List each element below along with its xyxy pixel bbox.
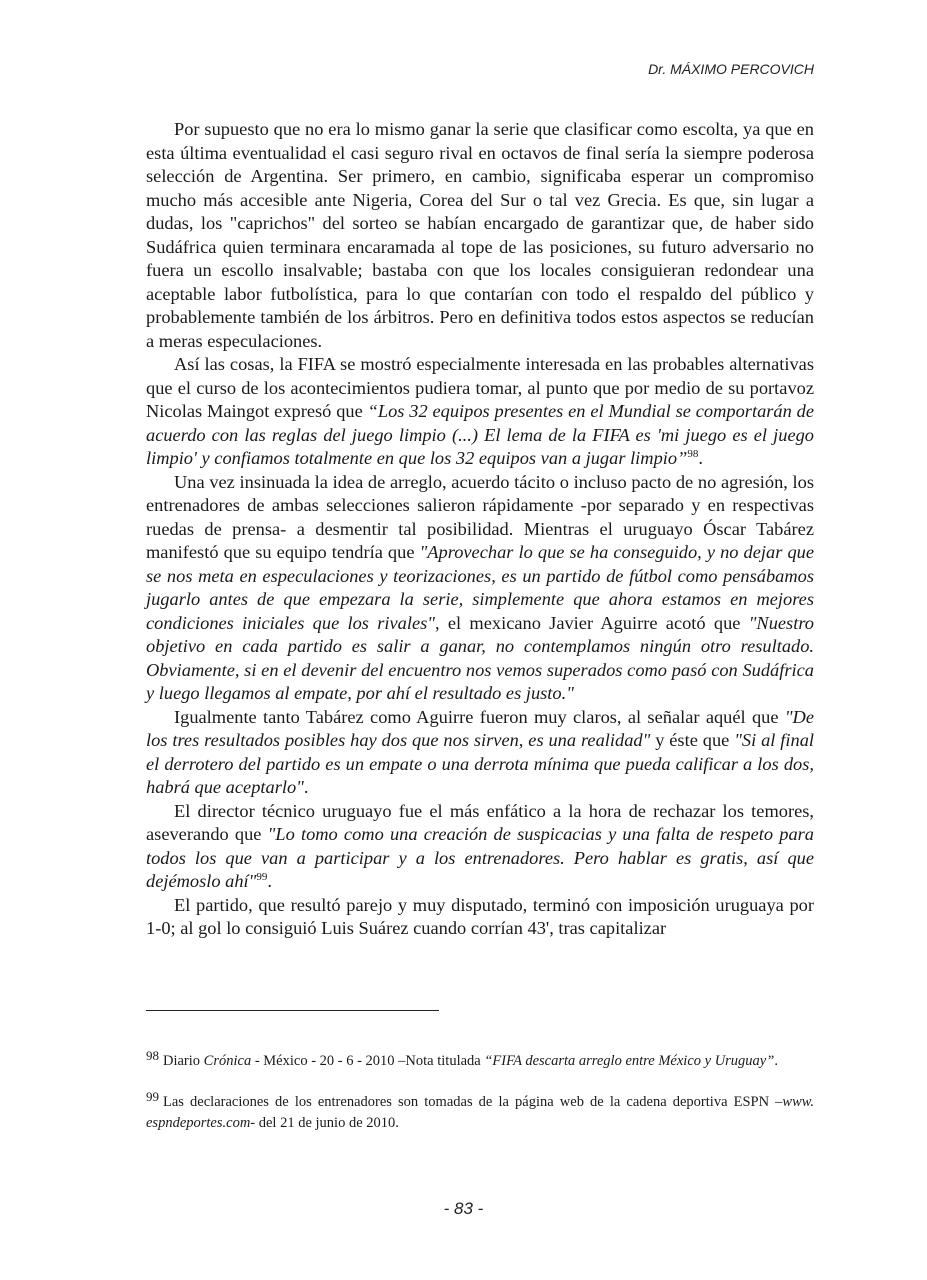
quote: "De los tres resultados posibles hay dos que nos sirven, es una realidad" [146,706,814,750]
paragraph: Igualmente tanto Tabárez como Aguirre fueron muy claros, al señalar aquél que "De los tres resultados posibles hay dos que nos sirven, es una realidad" y éste que "Si al final el derrotero del partido es un empate o una derrota mínima que pueda calificar a los dos, habrá que aceptarlo". [146,706,815,797]
footnote-99: 99 Las declaraciones de los entrenadores son tomadas de la página web de la cadena deportiva ESPN –www. espndeportes.com- del 21 de junio de 2010. [146,1089,814,1131]
paragraph: El partido, que resultó parejo y muy disputado, terminó con imposición uruguaya por 1-0; al gol lo consiguió Luis Suárez cuando corrían 43', tras capitalizar [146,894,814,938]
footnotes [146,1045,814,1148]
footnote-98: 98 Diario Crónica - México - 20 - 6 - 2010 –Nota titulada “FIFA descarta arreglo entre México y Uruguay”. [146,1048,778,1069]
footnote-separator [146,1010,439,1011]
body-text [146,118,814,941]
quote: "Si al final el derrotero del partido es un empate o una derrota mínima que pueda calificar a los dos, habrá que aceptarlo" [146,730,815,797]
quote: "Lo tomo como una creación de suspicacias y una falta de respeto para todos los que van a participar y a los entrenadores. Pero hablar es gratis, así que dejémoslo ahí" [146,824,815,891]
paragraph: Una vez insinuada la idea de arreglo, acuerdo tácito o incluso pacto de no agresión, los entrenadores de ambas selecciones salieron rápidamente -por separado y en respectivas ruedas de prensa- a desmentir tal posibilidad. Mientras el uruguayo Óscar Tabárez manifestó que su equipo tendría que "Aprovechar lo que se ha conseguido, y no dejar que se nos meta en especulaciones y teorizaciones, es un partido de fútbol como pensábamos jugarlo antes de que empezara la serie, simplemente que ahora estamos en mejores condiciones iniciales que los rivales", el mexicano Javier Aguirre acotó que "Nuestro objetivo en cada partido es salir a ganar, no contemplamos ningún otro resultado. Obviamente, si en el devenir del encuentro nos vemos superados como pasó con Sudáfrica y luego llegamos al empate, por ahí el resultado es justo." [146,471,815,703]
running-header: Dr. MÁXIMO PERCOVICH [648,61,814,77]
paragraph: Por supuesto que no era lo mismo ganar la serie que clasificar como escolta, ya que en esta última eventualidad el casi seguro rival en octavos de final sería la siempre poderosa selección de Argentina. Ser primero, en cambio, significaba esperar un compromiso mucho más accesible ante Nigeria, Corea del Sur o tal vez Grecia. Es que, sin lugar a dudas, los "caprichos" del sorteo se habían encargado de garantizar que, de haber sido Sudáfrica quien terminara encaramada al tope de las posiciones, su futuro adversario no fuera un escollo insalvable; bastaba con que los locales consiguieran redondear una aceptable labor futbolística, para lo que contarían con todo el respaldo del público y probablemente también de los árbitros. Pero en definitiva todos estos aspectos se reducían a meras especulaciones. [146,119,814,351]
quote: "Aprovechar lo que se ha conseguido, y no dejar que se nos meta en especulaciones y teorizaciones, es un partido de fútbol como pensábamos jugarlo antes de que empezara la serie, simplemente que ahora estamos en mejores condiciones iniciales que los rivales" [146,542,815,633]
page-number: - 83 - [443,1199,484,1218]
footnote-number: 98 [146,1048,159,1063]
footnote-number: 99 [146,1089,159,1104]
paragraph: El director técnico uruguayo fue el más enfático a la hora de rechazar los temores, aseverando que "Lo tomo como una creación de suspicacias y una falta de respeto para todos los que van a participar y a los entrenadores. Pero hablar es gratis, así que dejémoslo ahí"$^{99}$. [146,800,815,891]
quote: “Los 32 equipos presentes en el Mundial se comportarán de acuerdo con las reglas del juego limpio (...) El lema de la FIFA es 'mi juego es el juego limpio' y confiamos totalmente en que los 32 equipos van a jugar limpio” [146,401,815,468]
paragraph: Así las cosas, la FIFA se mostró especialmente interesada en las probables alternativas que el curso de los acontecimientos pudiera tomar, al punto que por medio de su portavoz Nicolas Maingot expresó que “Los 32 equipos presentes en el Mundial se comportarán de acuerdo con las reglas del juego limpio (...) El lema de la FIFA es 'mi juego es el juego limpio' y confiamos totalmente en que los 32 equipos van a jugar limpio”$^{98}$. [146,354,815,468]
web-reference: www. espndeportes.com [146,1094,814,1131]
quote: "Nuestro objetivo en cada partido es salir a ganar, no contemplamos ningún otro resultado. Obviamente, si en el devenir del encuentro nos vemos superados como pasó con Sudáfrica y luego llegamos al empate, por ahí el resultado es justo." [146,612,814,703]
footnote-ref[interactable]: 99 [256,870,268,883]
footnote-ref[interactable]: 98 [687,447,699,460]
